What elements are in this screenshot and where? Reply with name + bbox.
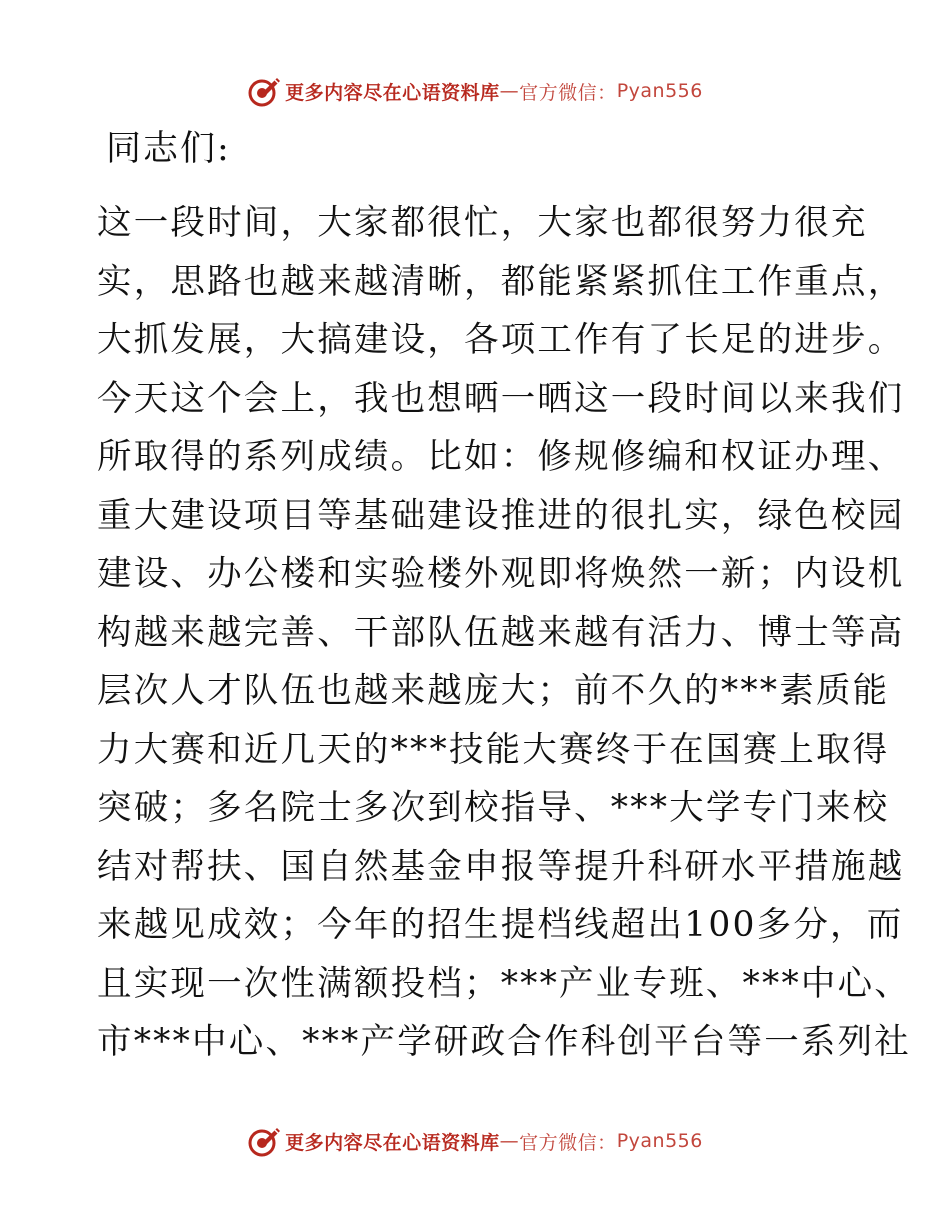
greeting: 同志们: — [106, 129, 231, 169]
banner-dash: — — [499, 1130, 520, 1152]
banner-colon: ： — [597, 81, 617, 104]
banner-wechat-id: Pyan556 — [616, 1130, 703, 1152]
body-line: 构越来越完善、干部队伍越来越有活力、博士等高 — [97, 612, 905, 653]
pen-logo-icon — [247, 74, 281, 108]
body-line: 大抓发展，大搞建设，各项工作有了长足的进步。 — [97, 320, 905, 360]
banner-main-text: 更多内容尽在心语资料库 — [285, 81, 500, 104]
body-line: 建设、办公楼和实验楼外观即将焕然一新；内设机 — [97, 554, 905, 594]
body-line: 层次人才队伍也越来越庞大；前不久的***素质能 — [97, 671, 890, 711]
banner-wechat-label: 官方微信 — [519, 81, 598, 104]
banner-wechat-label: 官方微信 — [519, 1131, 598, 1154]
body-line: 今天这个会上，我也想晒一晒这一段时间以来我们 — [97, 378, 905, 419]
banner-wechat-id: Pyan556 — [616, 80, 703, 102]
header-watermark — [0, 71, 950, 111]
banner-colon: ： — [597, 1131, 617, 1154]
body-line: 实，思路也越来越清晰，都能紧紧抓住工作重点， — [97, 261, 905, 302]
banner-dash: — — [499, 80, 520, 102]
pen-logo-icon — [247, 1124, 281, 1158]
body-line: 重大建设项目等基础建设推进的很扎实，绿色校园 — [97, 495, 905, 536]
body-line: 结对帮扶、国自然基金申报等提升科研水平措施越 — [97, 846, 905, 887]
body-line: 突破；多名院士多次到校指导、***大学专门来校 — [97, 788, 890, 828]
body-line: 且实现一次性满额投档；***产业专班、***中心、 — [97, 963, 911, 1004]
body-line: 所取得的系列成绩。比如：修规修编和权证办理、 — [97, 437, 905, 477]
body-line: 市***中心、***产学研政合作科创平台等一系列社 — [97, 1022, 911, 1062]
footer-watermark — [0, 1121, 950, 1161]
body-line: 力大赛和近几天的***技能大赛终于在国赛上取得 — [97, 729, 890, 770]
speech-body — [97, 200, 911, 1078]
body-line: 这一段时间，大家都很忙，大家也都很努力很充 — [97, 203, 868, 243]
body-line: 来越见成效；今年的招生提档线超出100多分，而 — [97, 905, 904, 945]
banner-main-text: 更多内容尽在心语资料库 — [285, 1131, 500, 1154]
